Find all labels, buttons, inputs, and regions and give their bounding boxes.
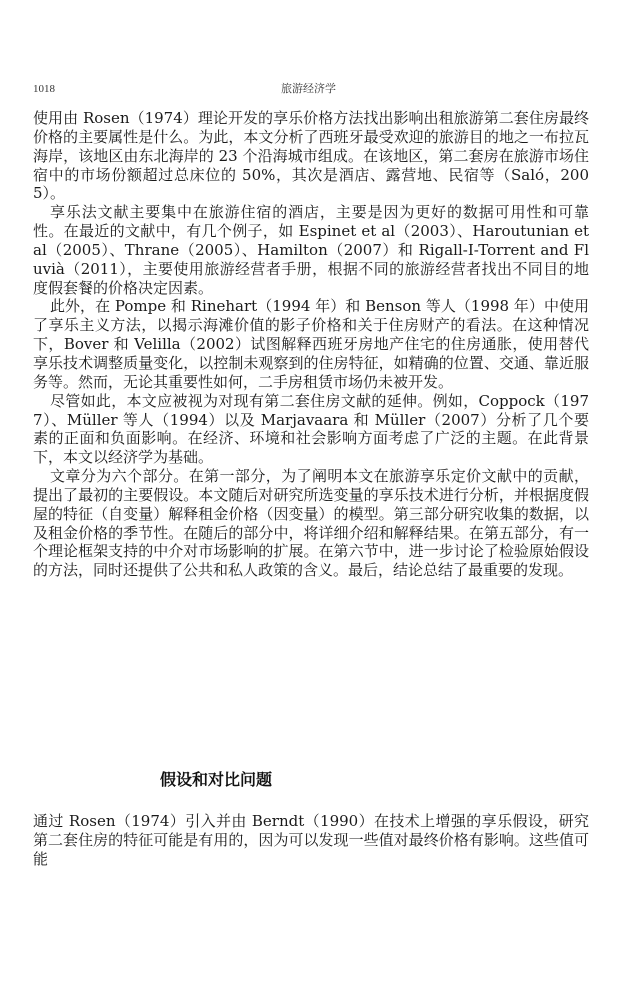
paragraph-1: 使用由 Rosen（1974）理论开发的享乐价格方法找出影响出租旅游第二套住房最终价格的主要属性是什么。为此，本文分析了西班牙最受欢迎的旅游目的地之一布拉瓦海岸，该地区由东北海岸的 23 个沿海城市组成。在该地区，第二套房在旅游市场住宿中的市场份额超过总床位的 50%，其次是酒店、露营地、民宿等（Saló，2005）。 (33, 109, 589, 203)
paragraph-4: 尽管如此，本文应被视为对现有第二套住房文献的延伸。例如，Coppock（1977）、Müller 等人（1994）以及 Marjavaara 和 Müller（2007）分析了几个要素的正面和负面影响。在经济、环境和社会影响方面考虑了广泛的主题。在此背景下，本文以经济学为基础。 (33, 391, 589, 467)
paragraph-3: 此外，在 Pompe 和 Rinehart（1994 年）和 Benson 等人（1998 年）中使用了享乐主义方法，以揭示海滩价值的影子价格和关于住房财产的看法。在这种情况下，Bover 和 Velilla（2002）试图解释西班牙房地产住宅的住房通胀，使用替代享乐技术调整质量变化，以控制未观察到的住房特征，如精确的位置、交通、靠近服务等。然而，无论其重要性如何，二手房租赁市场仍未被开发。 (33, 297, 589, 391)
paragraph-5: 文章分为六个部分。在第一部分，为了阐明本文在旅游享乐定价文献中的贡献，提出了最初的主要假设。本文随后对研究所选变量的享乐技术进行分析，并根据度假屋的特征（自变量）解释租金价格（因变量）的模型。第三部分研究收集的数据，以及租金价格的季节性。在随后的部分中，将详细介绍和解释结果。在第五部分，有一个理论框架支持的中介对市场影响的扩展。在第六节中，进一步讨论了检验原始假设的方法，同时还提供了公共和私人政策的含义。最后，结论总结了最重要的发现。 (33, 467, 589, 580)
paragraph-2: 享乐法文献主要集中在旅游住宿的酒店，主要是因为更好的数据可用性和可靠性。在最近的文献中，有几个例子，如 Espinet et al（2003）、Haroutunian et al（2005）、Thrane（2005）、Hamilton（2007）和 Rigall-I-Torrent and Fluvià（2011），主要使用旅游经营者手册，根据不同的旅游经营者找出不同目的地度假套餐的价格决定因素。 (33, 203, 589, 297)
body-text (33, 109, 589, 580)
section-heading: 假设和对比问题 (160, 770, 273, 789)
section-body (33, 812, 589, 869)
running-header-journal-title: 旅游经济学 (281, 82, 336, 95)
section-paragraph: 通过 Rosen（1974）引入并由 Berndt（1990）在技术上增强的享乐假设，研究第二套住房的特征可能是有用的，因为可以发现一些值对最终价格有影响。这些值可能 (33, 812, 589, 868)
page-number: 1018 (33, 83, 55, 95)
